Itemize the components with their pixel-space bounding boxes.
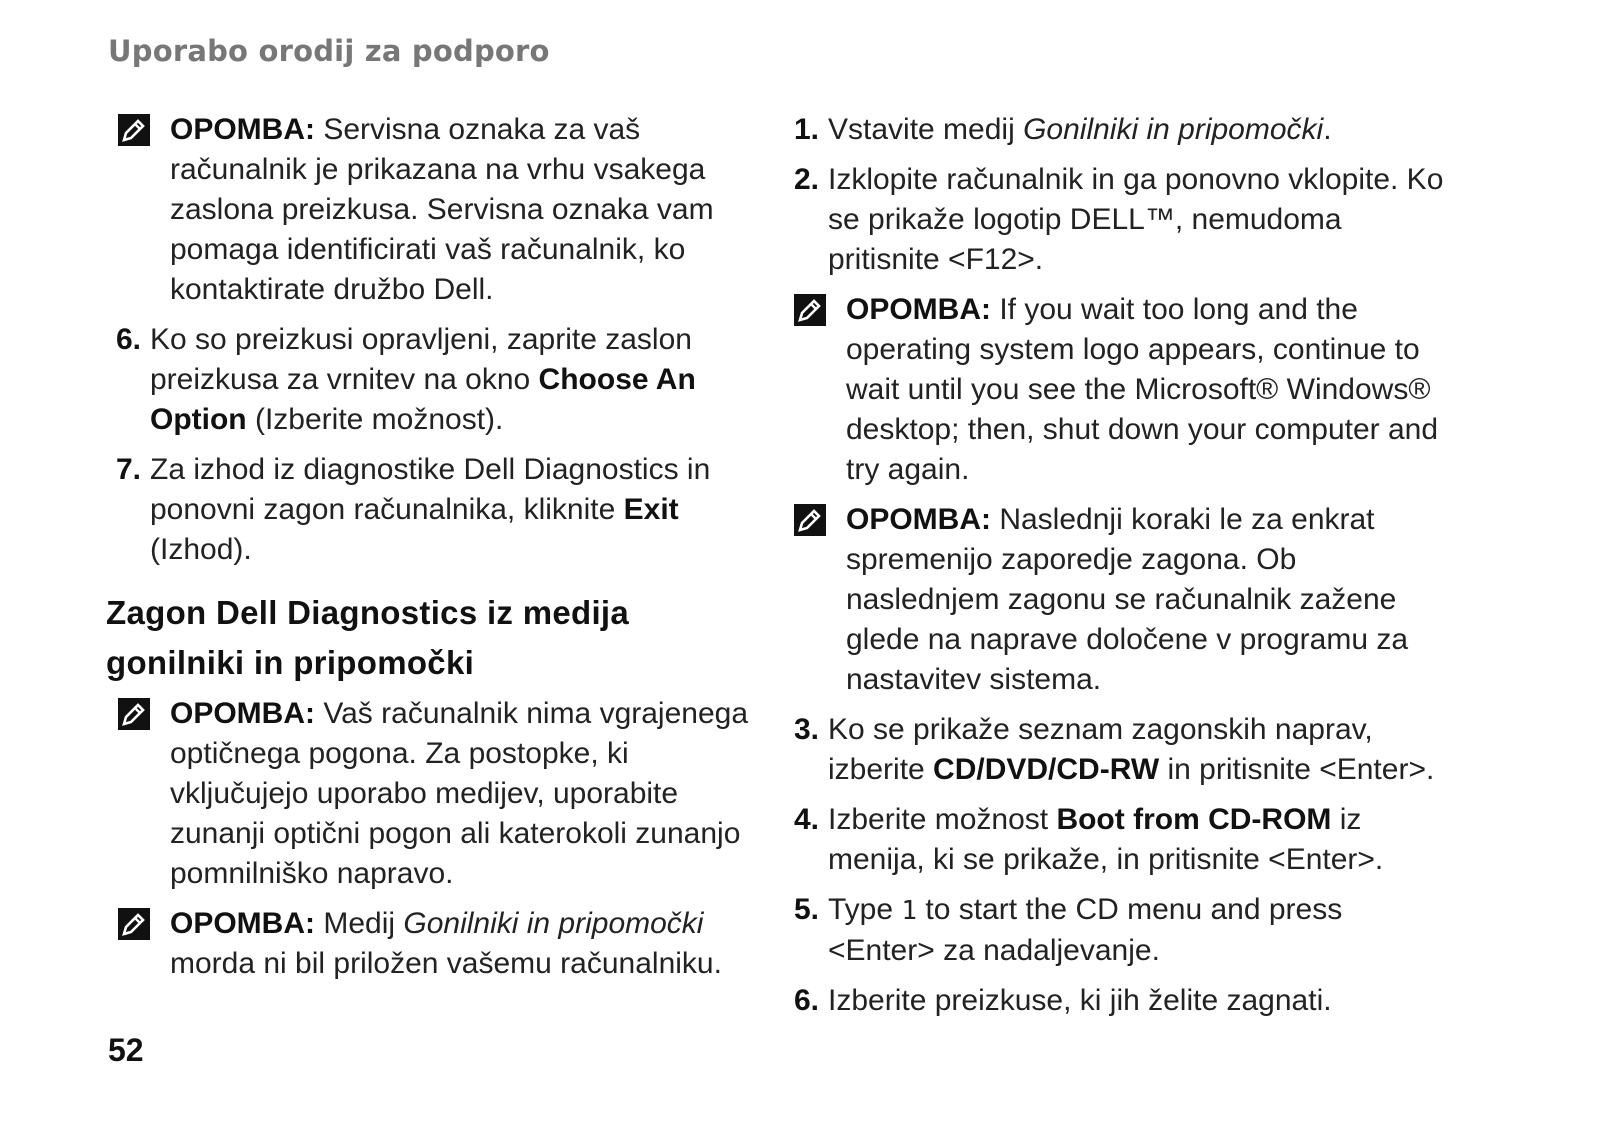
step-text: Vstavite medij	[828, 113, 1024, 146]
note-italic: Gonilniki in pripomočki	[403, 907, 704, 940]
step-bold: CD/DVD/CD-RW	[933, 753, 1160, 786]
step-text: Ko se prikaže seznam zagonskih naprav, izberite	[828, 713, 1373, 786]
running-header: Uporabo orodij za podporo	[108, 34, 550, 68]
note-text: Naslednji koraki le za enkrat spremenijo zaporedje zagona. Ob naslednjem zagonu se računalnik zažene glede na naprave določene v programu za nastavitev sistema.	[846, 503, 1409, 696]
step-text: to start the CD menu and press <Enter> za nadaljevanje.	[828, 893, 1343, 967]
note-text: Vaš računalnik nima vgrajenega optičnega pogona. Za postopke, ki vključujejo uporabo medijev, uporabite zunanji optični pogon ali katerokoli zunanjo pomnilniško napravo.	[170, 697, 749, 890]
step-bold: Exit	[623, 493, 679, 526]
step-number: 4.	[794, 803, 820, 836]
right-column	[794, 110, 1452, 1031]
note-wait-too-long	[802, 290, 1452, 490]
note-optical-drive	[110, 694, 760, 894]
step-bold: Choose An Option	[150, 363, 696, 436]
step-number: 1.	[794, 113, 820, 146]
step-5	[794, 890, 1452, 971]
step-text: iz menija, ki se prikaže, in pritisnite <Enter>.	[828, 803, 1384, 876]
step-7	[110, 450, 760, 570]
pencil-note-icon	[794, 294, 826, 326]
step-3	[794, 710, 1452, 790]
step-bold: Boot from CD-ROM	[1056, 803, 1332, 836]
step-number: 5.	[794, 893, 820, 926]
step-text: (Izhod).	[150, 533, 252, 566]
note-label: OPOMBA:	[170, 113, 315, 146]
step-number: 2.	[794, 163, 820, 196]
note-service-tag	[110, 110, 760, 310]
step-6	[110, 320, 760, 440]
step-4	[794, 800, 1452, 880]
note-label: OPOMBA:	[170, 697, 315, 730]
note-media	[110, 904, 760, 984]
step-text: Izklopite računalnik in ga ponovno vklopite. Ko se prikaže logotip DELL™, nemudoma pritisnite <F12>.	[828, 163, 1444, 276]
step-text: Izberite preizkuse, ki jih želite zagnati.	[828, 984, 1332, 1017]
step-1	[794, 110, 1452, 150]
page-number: 52	[108, 1032, 144, 1068]
step-text: Izberite možnost	[828, 803, 1057, 836]
note-label: OPOMBA:	[846, 293, 991, 326]
step-text: in pritisnite <Enter>.	[1159, 753, 1435, 786]
pencil-note-icon	[118, 698, 150, 730]
pencil-note-icon	[794, 504, 826, 536]
step-italic: Gonilniki in pripomočki	[1023, 113, 1324, 146]
note-text: If you wait too long and the operating system logo appears, continue to wait until you see the Microsoft® Windows® desktop; then, shut down your computer and try again.	[846, 293, 1439, 486]
step-text: Ko so preizkusi opravljeni, zaprite zaslon preizkusa za vrnitev na okno	[150, 323, 692, 396]
pencil-note-icon	[118, 908, 150, 940]
step-number: 3.	[794, 713, 820, 746]
note-label: OPOMBA:	[846, 503, 991, 536]
left-column	[106, 110, 760, 994]
step-number: 7.	[116, 453, 142, 486]
note-text: Servisna oznaka za vaš računalnik je prikazana na vrhu vsakega zaslona preizkusa. Servisna oznaka vam pomaga identificirati vaš računalnik, ko kontaktirate družbo Dell.	[170, 113, 714, 306]
note-text: morda ni bil priložen vašemu računalniku.	[170, 947, 722, 980]
step-text: Type	[828, 893, 902, 926]
step-2	[794, 160, 1452, 280]
step-number: 6.	[794, 984, 820, 1017]
step-text: Za izhod iz diagnostike Dell Diagnostics in ponovni zagon računalnika, kliknite	[150, 453, 711, 526]
step-text: .	[1323, 113, 1332, 146]
note-boot-order	[802, 500, 1452, 700]
section-title: Zagon Dell Diagnostics iz medija gonilniki in pripomočki	[106, 594, 630, 681]
note-text: Medij	[315, 907, 404, 940]
note-label: OPOMBA:	[170, 907, 315, 940]
step-6-right	[794, 981, 1452, 1021]
pencil-note-icon	[118, 114, 150, 146]
step-number: 6.	[116, 323, 142, 356]
step-mono: 1	[901, 896, 918, 926]
step-text: (Izberite možnost).	[246, 403, 504, 436]
